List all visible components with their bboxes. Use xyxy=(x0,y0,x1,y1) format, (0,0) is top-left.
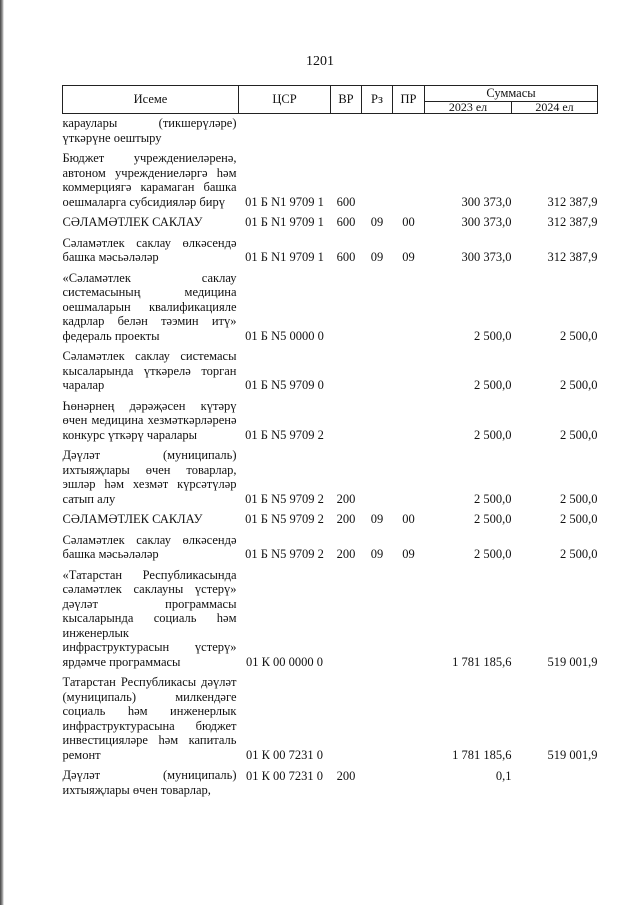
row-sum-2023: 2 500,0 xyxy=(474,491,512,506)
table-row xyxy=(63,669,598,762)
row-pr xyxy=(393,669,425,762)
row-rz: 09 xyxy=(370,215,384,229)
row-pr: 09 xyxy=(402,547,415,561)
row-name: Сәламәтлек саклау өлкәсендә башка мәсьәләләр xyxy=(62,235,237,264)
row-sum-2023 xyxy=(425,114,512,146)
table-row xyxy=(63,762,598,797)
row-sum-2023: 2 500,0 xyxy=(474,427,512,442)
row-rz: 09 xyxy=(370,547,384,561)
table-row xyxy=(63,442,598,506)
row-name: Сәламәтлек саклау өлкәсендә башка мәсьәләләр xyxy=(62,532,237,561)
table-header xyxy=(63,86,598,114)
row-csr: 01 Б N5 9709 2 xyxy=(245,547,324,561)
row-sum-2023: 300 373,0 xyxy=(461,194,512,209)
row-csr: 01 Б N1 9709 1 xyxy=(245,250,324,264)
header-year-2024: 2024 ел xyxy=(512,102,598,114)
row-sum-2024: 312 387,9 xyxy=(547,194,598,209)
row-sum-2024 xyxy=(512,114,598,146)
row-csr: 01 К 00 0000 0 xyxy=(245,654,324,669)
row-vr: 200 xyxy=(336,769,356,783)
row-sum-2023: 2 500,0 xyxy=(474,378,512,392)
table-row xyxy=(63,209,598,230)
header-pr: ПР xyxy=(393,86,425,114)
row-rz xyxy=(362,343,393,393)
page-number: 1201 xyxy=(306,54,334,69)
row-name: «Татарстан Республикасында сәламәтлек саклауны үстерү» дәүләт программасы кысаларында социаль һәм инженерлык инфраструктурасын үстерү» ярдәмче программасы xyxy=(62,567,237,669)
table-row xyxy=(63,393,598,443)
row-pr xyxy=(393,762,425,797)
row-name: СӘЛАМӘТЛЕК САКЛАУ xyxy=(62,215,203,229)
row-name: Дәүләт (муниципаль) ихтыяҗлары өчен товарлар, эшләр һәм хезмәт күрсәтүләр сатып алу xyxy=(62,448,237,506)
table-row xyxy=(63,230,598,265)
row-sum-2024: 2 500,0 xyxy=(560,427,598,442)
table-row xyxy=(63,343,598,393)
row-sum-2023: 300 373,0 xyxy=(461,215,512,229)
row-vr: 200 xyxy=(336,547,356,561)
row-pr xyxy=(393,562,425,670)
row-pr xyxy=(393,343,425,393)
row-vr: 600 xyxy=(336,194,356,209)
row-sum-2024: 312 387,9 xyxy=(547,250,598,264)
row-sum-2024: 2 500,0 xyxy=(560,378,598,392)
table-row xyxy=(63,506,598,527)
row-rz xyxy=(362,265,393,344)
row-pr xyxy=(393,145,425,209)
row-sum-2023: 1 781 185,6 xyxy=(452,654,512,669)
row-vr: 600 xyxy=(336,215,356,229)
row-csr: 01 К 00 7231 0 xyxy=(245,747,324,762)
row-rz xyxy=(362,442,393,506)
row-pr xyxy=(393,114,425,146)
header-rz: Рз xyxy=(362,86,393,114)
row-sum-2024: 2 500,0 xyxy=(560,491,598,506)
row-vr: 200 xyxy=(336,512,356,526)
row-sum-2023: 2 500,0 xyxy=(474,512,512,526)
row-vr xyxy=(331,669,362,762)
header-name: Исеме xyxy=(63,86,239,114)
row-rz xyxy=(362,562,393,670)
row-sum-2023: 2 500,0 xyxy=(474,547,512,561)
row-name: караулары (тикшерүләре) үткәрүне оештыру xyxy=(62,116,237,145)
row-csr: 01 Б N5 9709 2 xyxy=(245,427,324,442)
row-name: Дәүләт (муниципаль) ихтыяҗлары өчен товарлар, xyxy=(62,768,237,797)
row-rz xyxy=(362,669,393,762)
header-year-2023: 2023 ел xyxy=(425,102,512,114)
header-sums: Суммасы xyxy=(425,86,598,102)
row-rz: 09 xyxy=(370,250,384,264)
row-vr xyxy=(331,265,362,344)
row-sum-2023: 2 500,0 xyxy=(474,328,512,343)
row-pr xyxy=(393,265,425,344)
row-rz xyxy=(362,393,393,443)
row-vr: 200 xyxy=(336,491,356,506)
row-rz xyxy=(362,145,393,209)
budget-table xyxy=(62,85,598,797)
row-vr xyxy=(331,343,362,393)
row-vr xyxy=(331,393,362,443)
header-csr: ЦСР xyxy=(239,86,331,114)
row-name: Бюджет учреждениеләренә, автоном учреждениеләргә һәм коммерциягә карамаган башка оешмаларга субсидияләр бирү xyxy=(62,151,237,209)
row-csr: 01 Б N1 9709 1 xyxy=(245,215,324,229)
scan-edge xyxy=(0,0,4,905)
row-csr: 01 Б N5 9709 0 xyxy=(245,378,324,392)
row-csr: 01 К 00 7231 0 xyxy=(245,769,324,783)
row-rz xyxy=(362,762,393,797)
row-name: Татарстан Республикасы дәүләт (муниципаль) милкендәге социаль һәм инженерлык инфраструктурасына бюджет инвестицияләре һәм капиталь ремонт xyxy=(62,675,237,762)
table-row xyxy=(63,265,598,344)
row-sum-2023: 0,1 xyxy=(495,769,512,783)
row-sum-2024: 2 500,0 xyxy=(560,328,598,343)
row-name: Һөнәрнең дәрәҗәсен күтәрү өчен медицина хезмәткәрләренә конкурс үткәрү чаралары xyxy=(62,398,237,442)
row-csr xyxy=(239,114,331,146)
table-row xyxy=(63,114,598,146)
row-sum-2024: 519 001,9 xyxy=(547,747,598,762)
row-name: СӘЛАМӘТЛЕК САКЛАУ xyxy=(62,512,203,526)
row-rz: 09 xyxy=(370,512,384,526)
row-csr: 01 Б N5 9709 2 xyxy=(245,491,324,506)
row-pr: 00 xyxy=(402,512,415,526)
row-pr xyxy=(393,442,425,506)
row-pr: 00 xyxy=(402,215,415,229)
row-sum-2024: 2 500,0 xyxy=(560,547,598,561)
row-vr: 600 xyxy=(336,250,356,264)
row-sum-2024: 2 500,0 xyxy=(560,512,598,526)
row-vr xyxy=(331,114,362,146)
row-csr: 01 Б N5 0000 0 xyxy=(245,328,324,343)
table-row xyxy=(63,527,598,562)
row-sum-2024: 519 001,9 xyxy=(547,654,598,669)
table-row xyxy=(63,562,598,670)
row-sum-2024: 312 387,9 xyxy=(547,215,598,229)
row-sum-2023: 1 781 185,6 xyxy=(452,747,512,762)
row-rz xyxy=(362,114,393,146)
row-csr: 01 Б N1 9709 1 xyxy=(245,194,324,209)
row-name: «Сәламәтлек саклау системасының медицина оешмаларын квалификацияле кадрлар белән тәэмин итү» федераль проекты xyxy=(62,270,237,343)
row-csr: 01 Б N5 9709 2 xyxy=(245,512,324,526)
header-vr: ВР xyxy=(331,86,362,114)
row-vr xyxy=(331,562,362,670)
row-name: Сәламәтлек саклау системасы кысаларында үткәрелә торган чаралар xyxy=(62,349,237,392)
row-sum-2023: 300 373,0 xyxy=(461,250,512,264)
row-sum-2024 xyxy=(512,762,598,797)
row-pr xyxy=(393,393,425,443)
row-pr: 09 xyxy=(402,250,415,264)
table-body xyxy=(63,114,598,798)
table-row xyxy=(63,145,598,209)
